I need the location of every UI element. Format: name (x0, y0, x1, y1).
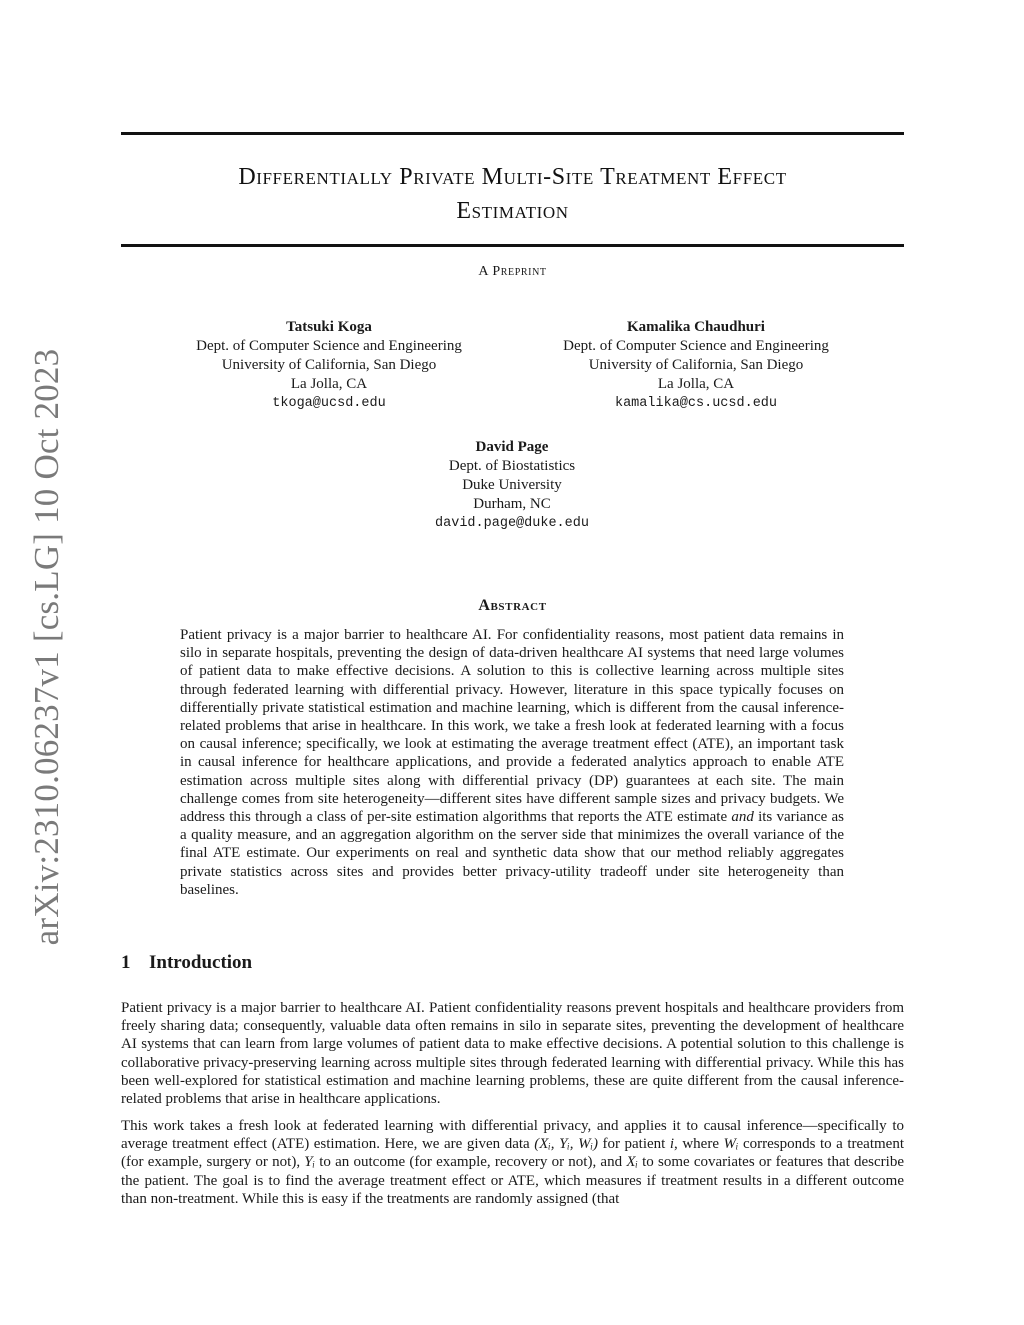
abstract-text-part-1: Patient privacy is a major barrier to healthcare AI. For confidentiality reasons, most patient data remains in silo in separate hospitals, preventing the design of data-driven healthcare AI systems that need large volumes of patient data to make effective decisions. A solution to this is collective learning across multiple sites through federated learning with differential privacy. However, literature in this space typically focuses on differentially private statistical estimation and machine learning, which is different from the causal inference-related problems that arise in healthcare. In this work, we take a fresh look at federated learning with a focus on causal inference; specifically, we look at estimating the average treatment effect (ATE), an important task in causal inference for healthcare applications, and provide a federated analytics approach to enable ATE estimation across multiple sites along with differential privacy (DP) guarantees at each site. The main challenge comes from site heterogeneity—different sites have different sample sizes and privacy budgets. We address this through a class of per-site estimation algorithms that reports the ATE estimate (180, 627, 844, 826)
author-location: La Jolla, CA (290, 376, 368, 392)
author-dept: Dept. of Computer Science and Engineering (563, 338, 829, 354)
abstract-body (180, 626, 844, 899)
author-email: kamalika@cs.ucsd.edu (614, 396, 778, 411)
para2-text: to an outcome (for example, recovery or not), and (315, 1154, 627, 1171)
author-dept: Dept. of Computer Science and Engineering (196, 338, 462, 354)
author-block-chaudhuri (517, 318, 875, 413)
author-location: La Jolla, CA (657, 376, 735, 392)
title-rule-bottom (121, 244, 904, 247)
intro-paragraph-1: Patient privacy is a major barrier to healthcare AI. Patient confidentiality reasons prevent hospitals and healthcare providers from freely sharing data; consequently, valuable data often remains in silo in separate sites, preventing the development of healthcare AI systems that can learn from large volumes of patient data to make effective decisions. A potential solution to this challenge is collaborative privacy-preserving learning across multiple sites through federated learning with differential privacy. While this has been well-explored for statistical estimation and machine learning problems, these are quite different from the causal inference-related problems that arise in healthcare applications. (121, 1000, 904, 1108)
author-name: David Page (475, 439, 549, 455)
section-heading-introduction (121, 952, 252, 974)
title-line-1: Differentially Private Multi-Site Treatment Effect (238, 164, 787, 190)
math-y-i: Yᵢ (304, 1154, 316, 1171)
author-name: Tatsuki Koga (286, 319, 372, 335)
author-block-koga (150, 318, 508, 413)
author-location: Durham, NC (473, 496, 551, 512)
math-w-i: Wᵢ (723, 1136, 739, 1153)
preprint-label: A Preprint (478, 264, 547, 279)
para2-text: corresponds to a treatment (for example, surgery or not), (121, 1136, 905, 1171)
author-institution: Duke University (462, 477, 562, 493)
math-data-tuple: (Xᵢ, Yᵢ, Wᵢ) (534, 1136, 598, 1153)
abstract-emphasis: and (731, 809, 754, 826)
author-institution: University of California, San Diego (221, 357, 437, 373)
abstract-heading: Abstract (478, 597, 547, 614)
author-name: Kamalika Chaudhuri (627, 319, 765, 335)
para2-text: This work takes a fresh look at federated learning with differential privacy, and applies it to causal inference—specifically to average treatment effect (ATE) estimation. Here, we are given data (121, 1118, 904, 1153)
para2-text: , where (674, 1136, 724, 1153)
author-email: tkoga@ucsd.edu (272, 396, 386, 411)
title-line-2: Estimation (456, 198, 569, 224)
math-index-i: i (669, 1136, 675, 1153)
intro-paragraph-2 (121, 1117, 904, 1208)
section-title: Introduction (149, 952, 253, 973)
section-number: 1 (121, 952, 131, 973)
title-rule-top (121, 132, 904, 135)
para2-text: for patient (597, 1136, 670, 1153)
author-dept: Dept. of Biostatistics (448, 458, 576, 474)
abstract-text-part-2: its variance as a quality measure, and an aggregation algorithm on the server side that minimizes the overall variance of the final ATE estimate. Our experiments on real and synthetic data show that our method reliably aggregates private statistics across sites and provides better privacy-utility tradeoff under site heterogeneity than baselines. (180, 809, 845, 898)
author-block-page (333, 438, 691, 533)
author-email: david.page@duke.edu (435, 516, 589, 531)
arxiv-identifier-stamp: arXiv:2310.06237v1 [cs.LG] 10 Oct 2023 (27, 348, 66, 946)
author-institution: University of California, San Diego (588, 357, 804, 373)
para2-text: to some covariates or features that describe the patient. The goal is to find the average treatment effect or ATE, which measures if treatment results in a different outcome than non-treatment. While this is easy if the treatments are randomly assigned (that (121, 1154, 904, 1207)
paper-title (121, 160, 904, 228)
math-x-i: Xᵢ (626, 1154, 638, 1171)
